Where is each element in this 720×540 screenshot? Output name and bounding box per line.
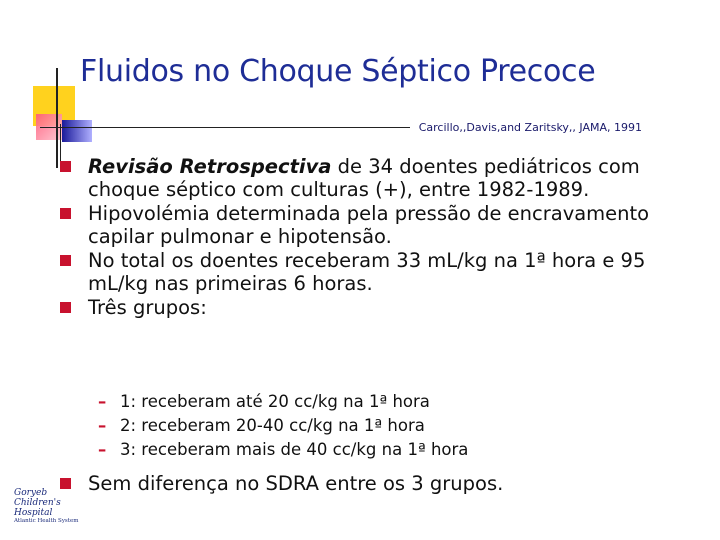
dash-marker-icon: –: [98, 392, 107, 411]
sub-bullet-text: 1: receberam até 20 cc/kg na 1ª hora: [120, 392, 430, 411]
citation: Carcillo,,Davis,and Zaritsky,, JAMA, 1991: [418, 121, 642, 134]
sub-bullet-text: 2: receberam 20-40 cc/kg na 1ª hora: [120, 416, 425, 435]
bullet-list: [58, 155, 658, 320]
sub-bullet-item: [98, 438, 468, 462]
slide-title: Fluidos no Choque Séptico Precoce: [80, 54, 596, 89]
dash-marker-icon: –: [98, 416, 107, 435]
bullet-text: de 34 doentes pediátricos com choque séptico com culturas (+), entre 1982-1989.: [88, 155, 640, 201]
bullet-item-last: [58, 472, 688, 495]
sub-bullet-item: [98, 414, 468, 438]
bullet-marker-icon: [60, 161, 71, 172]
sub-bullet-text: 3: receberam mais de 40 cc/kg na 1ª hora: [120, 440, 469, 459]
bullet-text: No total os doentes receberam 33 mL/kg na 1ª hora e 95 mL/kg nas primeiras 6 horas.: [88, 249, 646, 295]
bullet-emphasis: Revisão Retrospectiva: [88, 155, 332, 178]
bullet-item: [58, 296, 658, 319]
bullet-item: [58, 202, 658, 248]
bullet-item: [58, 249, 658, 295]
sub-bullet-item: [98, 390, 468, 414]
sub-bullet-list: [98, 390, 468, 462]
bullet-text: Sem diferença no SDRA entre os 3 grupos.: [88, 472, 504, 495]
hospital-logo: [14, 488, 96, 524]
bullet-text: Três grupos:: [88, 296, 207, 319]
logo-line-3: Atlantic Health System: [14, 518, 79, 524]
decor-blue-square: [62, 120, 92, 142]
dash-marker-icon: –: [98, 440, 107, 459]
logo-line-1: Goryeb: [14, 488, 48, 498]
decor-vertical-line: [56, 68, 58, 168]
bullet-text: Hipovolémia determinada pela pressão de encravamento capilar pulmonar e hipotensão.: [88, 202, 650, 248]
bullet-item: [58, 155, 658, 201]
logo-line-2: Children's Hospital: [14, 498, 61, 518]
decor-horizontal-line: [40, 127, 410, 128]
bullet-marker-icon: [60, 255, 71, 266]
bullet-marker-icon: [60, 208, 71, 219]
bullet-marker-icon: [60, 302, 71, 313]
